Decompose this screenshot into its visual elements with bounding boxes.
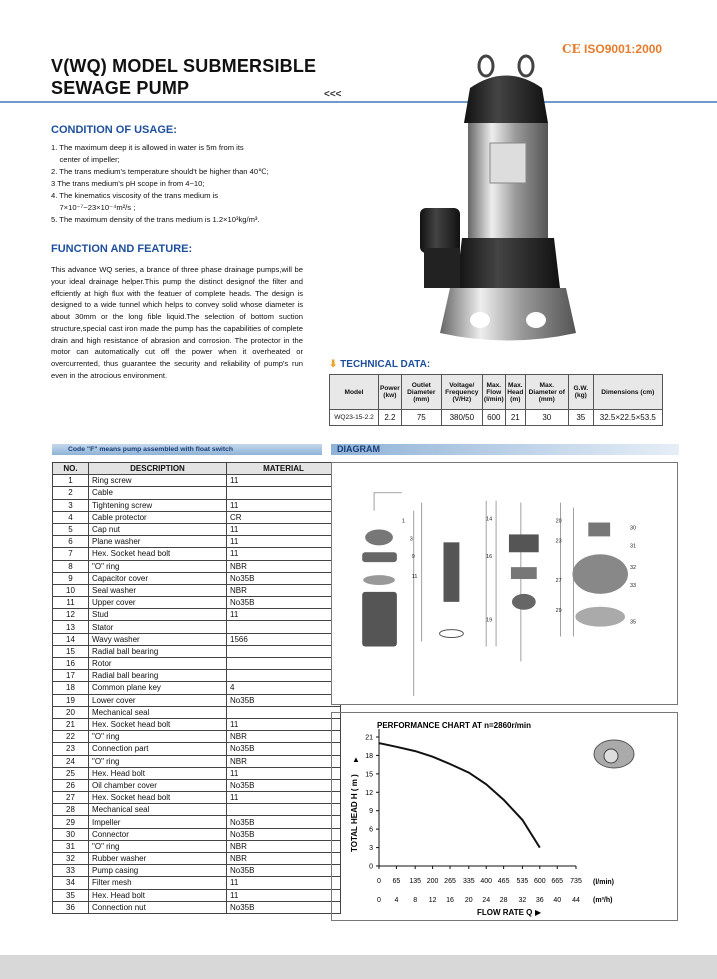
y-tick-label: 6 (369, 826, 373, 834)
spec-header: Power (kw) (379, 375, 402, 410)
part-description: Hex. Socket head bolt (89, 718, 227, 730)
part-number: 11 (53, 597, 89, 609)
part-description: Connection nut (89, 901, 227, 913)
svg-text:19: 19 (486, 617, 493, 624)
table-row (53, 804, 341, 816)
part-number: 33 (53, 865, 89, 877)
part-description: Hex. Head bolt (89, 889, 227, 901)
x-tick-label-lmin: 600 (533, 878, 546, 885)
spec-header: Dimensions (cm) (593, 375, 662, 410)
x-unit-top: (l/min) (593, 879, 614, 886)
svg-text:33: 33 (629, 582, 637, 589)
part-material: NBR (227, 560, 341, 572)
x-axis-arrow-icon: ▶ (535, 908, 542, 917)
part-description: "O" ring (89, 731, 227, 743)
x-tick-label-lmin: 265 (444, 878, 456, 885)
ce-mark-icon: CE (562, 42, 581, 56)
part-material: 11 (227, 792, 341, 804)
svg-text:29: 29 (555, 607, 562, 614)
y-axis-arrow-icon: ▲ (352, 755, 360, 764)
diagram-heading: DIAGRAM (331, 444, 679, 455)
spec-header: Voltage/ Frequency (V/Hz) (441, 375, 482, 410)
spec-header: Max. Head (m) (505, 375, 525, 410)
x-tick-label-lmin: 200 (426, 878, 439, 885)
y-tick-label: 12 (365, 789, 373, 797)
y-tick-label: 9 (369, 808, 373, 816)
part-description: Stator (89, 621, 227, 633)
spec-cell: 30 (525, 410, 568, 426)
part-number: 23 (53, 743, 89, 755)
part-number: 29 (53, 816, 89, 828)
spec-header: Outlet Diameter (mm) (401, 375, 441, 410)
usage-line: 3 The trans medium's pH scope in from 4~10; (51, 179, 205, 188)
table-row (53, 645, 341, 657)
spec-cell: 380/50 (441, 410, 482, 426)
part-description: Mechanical seal (89, 804, 227, 816)
table-row (53, 633, 341, 645)
x-tick-label-m3h: 32 (518, 897, 527, 904)
part-material: 11 (227, 536, 341, 548)
x-tick-label-m3h: 12 (428, 897, 437, 904)
svg-text:31: 31 (629, 543, 637, 550)
pump-image (410, 48, 590, 353)
part-number: 34 (53, 877, 89, 889)
footer-band (0, 955, 717, 979)
part-description: "O" ring (89, 560, 227, 572)
part-material: No35B (227, 779, 341, 791)
part-material: 11 (227, 609, 341, 621)
x-tick-label-lmin: 665 (551, 878, 564, 885)
part-material: NBR (227, 755, 341, 767)
table-row (53, 828, 341, 840)
part-number: 32 (53, 853, 89, 865)
svg-text:32: 32 (629, 565, 637, 572)
spec-cell: WQ23-15-2.2 (330, 410, 379, 426)
parts-header-description: DESCRIPTION (89, 463, 227, 475)
x-tick-label-m3h: 36 (535, 897, 544, 904)
x-tick-label-m3h: 40 (553, 897, 562, 904)
parts-header-no: NO. (53, 463, 89, 475)
usage-line: 5. The maximum density of the trans medium is 1.2×10³kg/m³. (51, 215, 260, 224)
spec-cell: 32.5×22.5×53.5 (593, 410, 662, 426)
x-tick-label-m3h: 28 (499, 897, 508, 904)
part-material: No35B (227, 865, 341, 877)
part-material: NBR (227, 840, 341, 852)
part-material: 11 (227, 889, 341, 901)
parts-header-material: MATERIAL (227, 463, 341, 475)
table-row (53, 779, 341, 791)
part-number: 28 (53, 804, 89, 816)
part-number: 26 (53, 779, 89, 791)
part-number: 9 (53, 572, 89, 584)
table-row (53, 536, 341, 548)
table-row (53, 706, 341, 718)
svg-text:1: 1 (401, 518, 405, 525)
part-material: 4 (227, 682, 341, 694)
part-number: 14 (53, 633, 89, 645)
part-material: CR (227, 511, 341, 523)
table-row (53, 487, 341, 499)
chart-title: PERFORMANCE CHART AT n=2860r/min (377, 721, 532, 730)
part-description: Radial ball bearing (89, 645, 227, 657)
performance-chart (331, 712, 678, 921)
svg-text:35: 35 (629, 619, 637, 626)
part-material (227, 658, 341, 670)
part-material: No35B (227, 597, 341, 609)
table-row (53, 865, 341, 877)
part-description: Radial ball bearing (89, 670, 227, 682)
part-material: 11 (227, 523, 341, 535)
spec-cell: 2.2 (379, 410, 402, 426)
part-description: Wavy washer (89, 633, 227, 645)
x-tick-label-lmin: 135 (409, 878, 422, 885)
impeller-icon (594, 740, 634, 768)
title-line-1: V(WQ) MODEL SUBMERSIBLE (51, 56, 317, 76)
part-number: 13 (53, 621, 89, 633)
x-axis-label: FLOW RATE Q (477, 908, 533, 917)
table-row (53, 548, 341, 560)
usage-list (51, 142, 341, 226)
chevron-left-icon: <<< (324, 89, 342, 100)
x-unit-bottom: (m³/h) (593, 897, 613, 904)
table-row (53, 767, 341, 779)
part-description: Rubber washer (89, 853, 227, 865)
table-row (53, 682, 341, 694)
spec-cell: 21 (505, 410, 525, 426)
x-tick-label-lmin: 465 (497, 878, 510, 885)
usage-heading: CONDITION OF USAGE: (51, 124, 177, 136)
cert-text: ISO9001:2000 (584, 42, 663, 56)
part-number: 36 (53, 901, 89, 913)
y-tick-label: 15 (365, 771, 373, 779)
table-row (53, 718, 341, 730)
x-tick-label-lmin: 400 (480, 878, 493, 885)
part-material: 11 (227, 767, 341, 779)
part-material: No35B (227, 828, 341, 840)
part-number: 25 (53, 767, 89, 779)
part-description: Ring screw (89, 475, 227, 487)
title-line-2: SEWAGE PUMP (51, 78, 190, 98)
table-row (53, 572, 341, 584)
spec-header: G.W. (kg) (568, 375, 593, 410)
y-tick-label: 3 (369, 845, 373, 853)
part-number: 31 (53, 840, 89, 852)
table-row (53, 584, 341, 596)
svg-text:16: 16 (486, 554, 493, 561)
part-number: 19 (53, 694, 89, 706)
part-material (227, 670, 341, 682)
table-row (53, 670, 341, 682)
part-number: 18 (53, 682, 89, 694)
y-tick-label: 18 (365, 752, 373, 760)
svg-text:3: 3 (409, 536, 413, 543)
part-number: 3 (53, 499, 89, 511)
part-description: Connector (89, 828, 227, 840)
part-description: Connection part (89, 743, 227, 755)
part-number: 24 (53, 755, 89, 767)
part-material: No35B (227, 816, 341, 828)
part-description: Hex. Socket head bolt (89, 548, 227, 560)
part-number: 2 (53, 487, 89, 499)
svg-text:11: 11 (411, 574, 418, 581)
part-description: Mechanical seal (89, 706, 227, 718)
svg-text:14: 14 (486, 516, 493, 523)
part-description: Tightening screw (89, 499, 227, 511)
svg-text:20: 20 (555, 518, 562, 525)
usage-line: 7×10⁻⁷~23×10⁻⁴m²/s ; (51, 203, 136, 212)
x-tick-label-lmin: 335 (462, 878, 475, 885)
part-number: 7 (53, 548, 89, 560)
x-tick-label-m3h: 24 (482, 897, 491, 904)
part-material (227, 804, 341, 816)
part-material: NBR (227, 853, 341, 865)
spec-cell: 600 (482, 410, 505, 426)
table-row (53, 499, 341, 511)
part-material (227, 706, 341, 718)
part-number: 35 (53, 889, 89, 901)
table-row (53, 731, 341, 743)
x-tick-label-lmin: 0 (377, 878, 381, 885)
arrow-down-icon: ⬇ (329, 359, 338, 370)
usage-line: center of impeller; (51, 155, 120, 164)
part-material: 11 (227, 877, 341, 889)
series-line (379, 743, 540, 848)
part-description: Filter mesh (89, 877, 227, 889)
table-row (53, 816, 341, 828)
table-row (53, 597, 341, 609)
part-material (227, 487, 341, 499)
part-material: No35B (227, 572, 341, 584)
x-tick-label-m3h: 20 (464, 897, 473, 904)
table-row (53, 755, 341, 767)
x-tick-label-lmin: 535 (516, 878, 529, 885)
spec-header: Max. Diameter of (mm) (525, 375, 568, 410)
y-tick-label: 21 (365, 734, 373, 742)
part-number: 22 (53, 731, 89, 743)
part-description: Rotor (89, 658, 227, 670)
part-number: 10 (53, 584, 89, 596)
x-tick-label-m3h: 16 (446, 897, 454, 904)
part-description: Lower cover (89, 694, 227, 706)
part-description: Stud (89, 609, 227, 621)
part-number: 12 (53, 609, 89, 621)
usage-line: 4. The kinematics viscosity of the trans medium is (51, 191, 218, 200)
part-material: NBR (227, 731, 341, 743)
part-description: "O" ring (89, 840, 227, 852)
part-material (227, 621, 341, 633)
table-row (53, 475, 341, 487)
technical-table (329, 374, 663, 426)
part-material (227, 645, 341, 657)
x-tick-label-m3h: 0 (377, 897, 381, 904)
usage-line: 1. The maximum deep it is allowed in water is 5m from its (51, 143, 244, 152)
part-number: 6 (53, 536, 89, 548)
part-number: 27 (53, 792, 89, 804)
part-number: 15 (53, 645, 89, 657)
part-description: Oil chamber cover (89, 779, 227, 791)
svg-text:30: 30 (629, 525, 637, 532)
part-description: Impeller (89, 816, 227, 828)
part-material: 1566 (227, 633, 341, 645)
part-material: 11 (227, 718, 341, 730)
table-row (53, 743, 341, 755)
header-divider (0, 101, 717, 103)
table-row (53, 621, 341, 633)
part-description: Pump casing (89, 865, 227, 877)
x-tick-label-lmin: 735 (570, 878, 582, 885)
table-row (53, 889, 341, 901)
part-description: Cable (89, 487, 227, 499)
function-heading: FUNCTION AND FEATURE: (51, 243, 193, 255)
technical-heading-text: TECHNICAL DATA: (340, 359, 431, 370)
part-number: 1 (53, 475, 89, 487)
part-description: Capacitor cover (89, 572, 227, 584)
exploded-diagram (331, 462, 678, 705)
x-tick-label-m3h: 44 (572, 897, 580, 904)
table-row (53, 901, 341, 913)
svg-text:9: 9 (411, 554, 415, 561)
part-description: Cap nut (89, 523, 227, 535)
usage-line: 2. The trans medium's temperature should't be higher than 40℃; (51, 167, 269, 176)
table-row (53, 609, 341, 621)
table-row (53, 877, 341, 889)
parts-table (52, 462, 341, 914)
part-material: No35B (227, 694, 341, 706)
table-row (53, 658, 341, 670)
svg-text:27: 27 (555, 578, 562, 585)
technical-heading (329, 359, 430, 370)
x-tick-label-lmin: 65 (392, 878, 401, 885)
table-row (53, 511, 341, 523)
part-description: Plane washer (89, 536, 227, 548)
part-number: 30 (53, 828, 89, 840)
part-number: 4 (53, 511, 89, 523)
table-row (53, 523, 341, 535)
part-description: Hex. Socket head bolt (89, 792, 227, 804)
y-tick-label: 0 (369, 863, 373, 871)
part-description: Seal washer (89, 584, 227, 596)
spec-header: Model (330, 375, 379, 410)
function-text: This advance WQ series, a brance of three phase drainage pumps,will be your ideal drainage helper.This pump the distinct designof the filter and effciently at high flux with the featuer of complete heads. The design is designed to a wide tunnel which helps to convey solid whose diameter is about 30mm or the long fible liquid.The selection of bottom suction structure,special cast iron made the pump has the capabilities of complete drain and high resistance of abrasion and corrosion. The protector in the motor can automatically cut off the power when it overheated or overcurrented, thus guarantee the security and reliability of pump's run even in the atrocious environment. (51, 265, 303, 380)
part-description: Common plane key (89, 682, 227, 694)
part-material: 11 (227, 499, 341, 511)
table-row (53, 694, 341, 706)
part-number: 5 (53, 523, 89, 535)
page-title (51, 55, 316, 99)
part-description: "O" ring (89, 755, 227, 767)
table-row (53, 792, 341, 804)
part-material: 11 (227, 475, 341, 487)
x-tick-label-m3h: 8 (413, 897, 418, 904)
part-number: 20 (53, 706, 89, 718)
svg-text:23: 23 (555, 538, 562, 545)
table-row (53, 840, 341, 852)
part-number: 16 (53, 658, 89, 670)
y-axis-label: TOTAL HEAD H ( m ) (350, 774, 359, 852)
code-note-bar: Code "F" means pump assembled with float switch (52, 444, 322, 455)
spec-cell: 35 (568, 410, 593, 426)
spec-header: Max. Flow (l/min) (482, 375, 505, 410)
spec-cell: 75 (401, 410, 441, 426)
part-material: NBR (227, 584, 341, 596)
x-tick-label-m3h: 4 (394, 897, 399, 904)
part-material: 11 (227, 548, 341, 560)
table-row (53, 560, 341, 572)
part-material: No35B (227, 901, 341, 913)
part-number: 8 (53, 560, 89, 572)
part-number: 21 (53, 718, 89, 730)
part-description: Upper cover (89, 597, 227, 609)
part-material: No35B (227, 743, 341, 755)
part-description: Cable protector (89, 511, 227, 523)
table-row (53, 853, 341, 865)
part-description: Hex. Head bolt (89, 767, 227, 779)
part-number: 17 (53, 670, 89, 682)
